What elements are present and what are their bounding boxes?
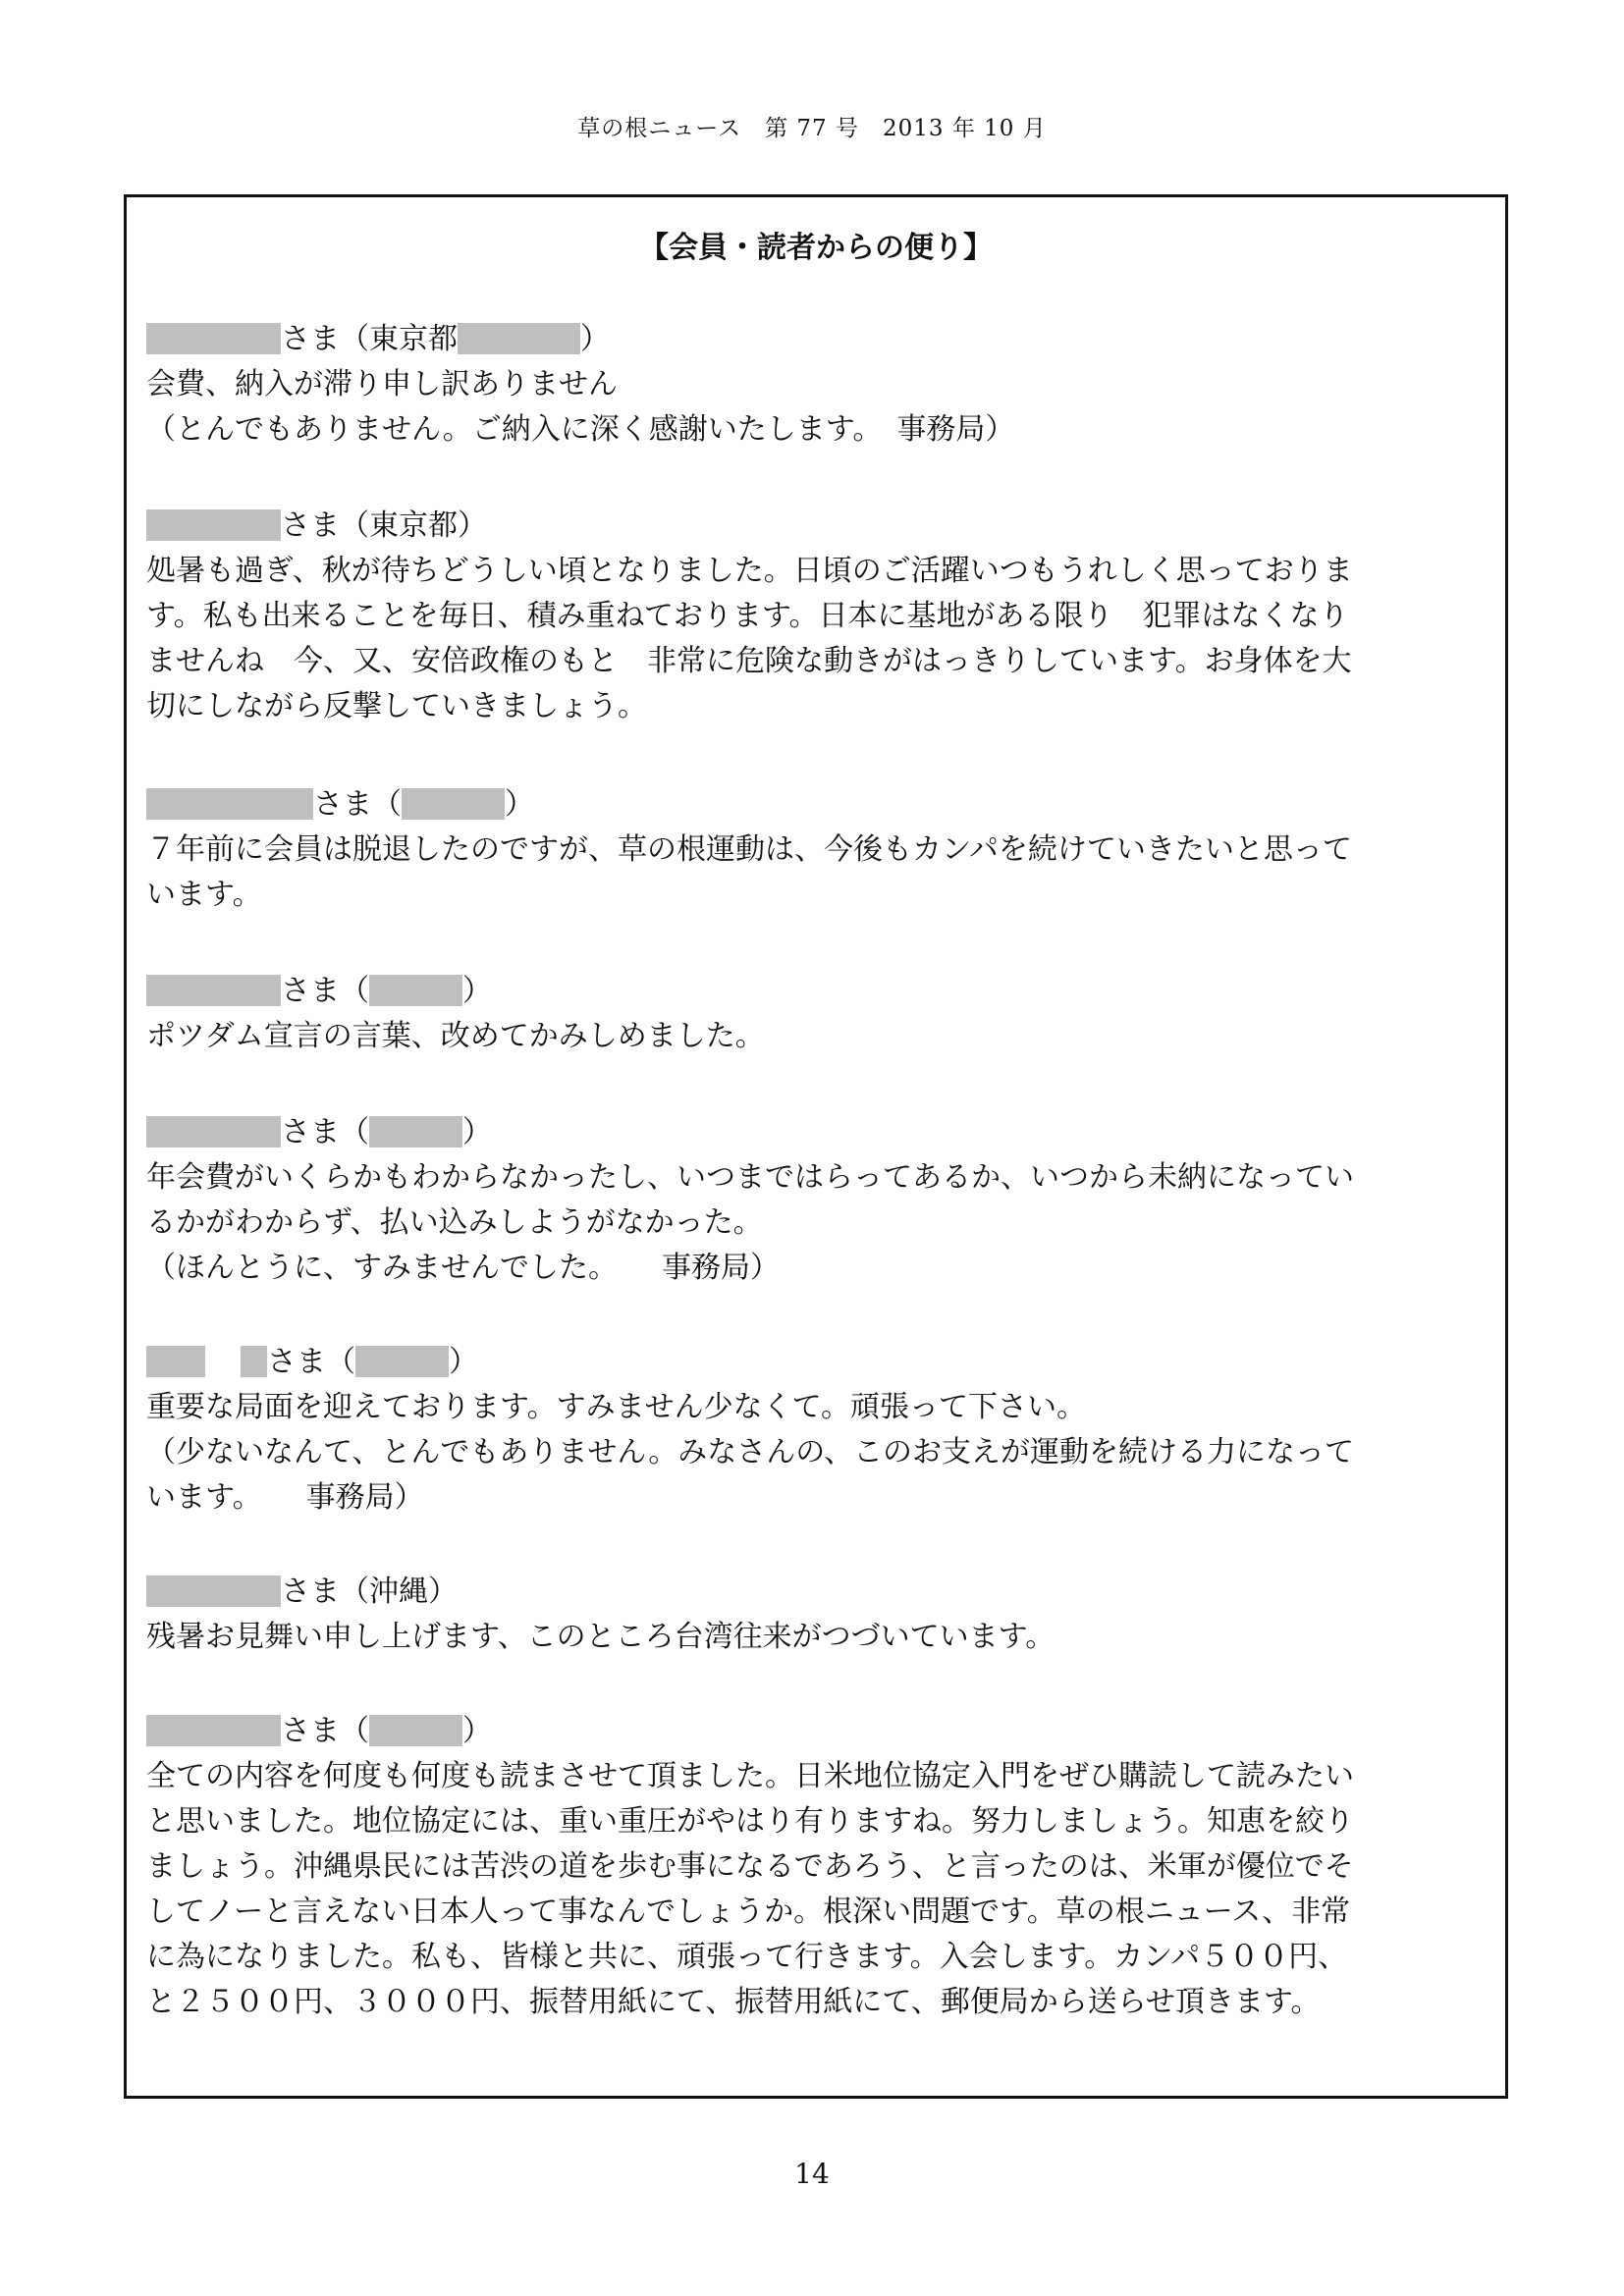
section-title: 【会員・読者からの便り】	[639, 231, 993, 265]
page-header: 草の根ニュース 第 77 号 2013 年 10 月	[577, 116, 1047, 141]
letter-7	[146, 1570, 1491, 1660]
letter-6-line-1: 重要な局面を迎えております。すみません少なくて。頑張って下さい。	[146, 1390, 1086, 1424]
honorific: さま	[281, 508, 340, 543]
place-close: ）	[580, 322, 610, 356]
letter-4-name-line	[146, 969, 1491, 1014]
letter-8-line-5: に為になりました。私も、皆様と共に、頑張って行きます。入会します。カンパ５００円、	[146, 1940, 1348, 1974]
letter-7-line-1: 残暑お見舞い申し上げます、このところ台湾往来がつづいています。	[146, 1620, 1056, 1654]
honorific: さま	[267, 1345, 326, 1379]
letter-2-line-2: す。私も出来ることを毎日、積み重ねております。日本に基地がある限り 犯罪はなくなり	[146, 599, 1349, 633]
redacted-place-block	[369, 1715, 462, 1746]
letter-1-line-1: 会費、納入が滞り申し訳ありません	[146, 367, 618, 401]
honorific: さま	[281, 1115, 340, 1149]
letter-2	[146, 504, 1491, 729]
letter-1-name-line	[146, 317, 1491, 362]
place: （東京都）	[340, 508, 487, 543]
letter-3-line-2: います。	[146, 878, 262, 912]
place-close: ）	[462, 1115, 492, 1149]
place-open: （東京都	[340, 322, 458, 356]
letter-8-line-1: 全ての内容を何度も何度も読まさせて頂ました。日米地位協定入門をぜひ購読して読みたい	[146, 1759, 1354, 1793]
redacted-place-block	[369, 1116, 462, 1148]
place-close: ）	[449, 1345, 478, 1379]
redacted-name-block	[146, 509, 281, 541]
place-open: （	[372, 787, 402, 822]
letter-6-line-2: （少ないなんて、とんでもありません。みなさんの、このお支えが運動を続ける力になって	[146, 1435, 1354, 1469]
redacted-place-block	[355, 1346, 449, 1377]
letter-6	[146, 1340, 1491, 1521]
letter-6-line-3: います。 事務局）	[146, 1480, 424, 1515]
letter-5-line-1: 年会費がいくらかもわからなかったし、いつまではらってあるか、いつから未納になってい	[146, 1160, 1354, 1195]
letter-8-name-line	[146, 1709, 1491, 1754]
redacted-place-block	[402, 788, 505, 820]
place-close: ）	[505, 787, 534, 822]
letter-3-name-line	[146, 782, 1491, 828]
redacted-name-block	[146, 1715, 281, 1746]
letter-1-line-2: （とんでもありません。ご納入に深く感謝いたします。 事務局）	[146, 412, 1015, 447]
honorific: さま	[281, 322, 340, 356]
letter-2-name-line	[146, 504, 1491, 549]
letter-7-name-line	[146, 1570, 1491, 1615]
honorific: さま	[313, 787, 372, 822]
redacted-name-block	[146, 1116, 281, 1148]
letter-2-line-4: 切にしながら反撃していきましょう。	[146, 689, 647, 723]
letter-5-line-2: るかがわからず、払い込みしようがなかった。	[146, 1205, 763, 1240]
place-open: （	[340, 1115, 369, 1149]
place-close: ）	[462, 974, 492, 1008]
honorific: さま	[281, 1575, 340, 1609]
honorific: さま	[281, 974, 340, 1008]
letter-2-line-1: 処暑も過ぎ、秋が待ちどうしい頃となりました。日頃のご活躍いつもうれしく思っておりま	[146, 554, 1353, 588]
letter-1	[146, 317, 1491, 453]
place-open: （	[340, 1714, 369, 1748]
redacted-name-block	[146, 788, 313, 820]
letter-5	[146, 1110, 1491, 1291]
redacted-name-block	[146, 1575, 281, 1607]
place: （沖縄）	[340, 1575, 458, 1609]
letter-5-line-3: （ほんとうに、すみませんでした。 事務局）	[146, 1251, 780, 1285]
redacted-name-block	[241, 1346, 267, 1377]
letter-8-line-3: ましょう。沖縄県民には苦渋の道を歩む事になるであろう、と言ったのは、米軍が優位でそ	[146, 1849, 1354, 1884]
letter-8-line-4: してノーと言えない日本人って事なんでしょうか。根深い問題です。草の根ニュース、非常	[146, 1895, 1351, 1929]
letter-3	[146, 782, 1491, 918]
letter-4	[146, 969, 1491, 1059]
letter-5-name-line	[146, 1110, 1491, 1155]
redacted-place-block	[369, 975, 462, 1006]
redacted-place-block	[458, 323, 580, 354]
place-open: （	[340, 974, 369, 1008]
place-close: ）	[462, 1714, 492, 1748]
redacted-name-block	[146, 975, 281, 1006]
letter-2-line-3: ませんね 今、又、安倍政権のもと 非常に危険な動きがはっきりしています。お身体を大	[146, 644, 1352, 678]
letter-8-line-2: と思いました。地位協定には、重い重圧がやはり有りますね。努力しましょう。知恵を絞り	[146, 1804, 1354, 1839]
redacted-name-block	[146, 1346, 205, 1377]
letter-8	[146, 1709, 1491, 2025]
honorific: さま	[281, 1714, 340, 1748]
letters-frame	[124, 194, 1508, 2099]
page-number: 14	[794, 2158, 830, 2190]
letter-6-name-line	[146, 1340, 1491, 1385]
letter-8-line-6: と２５００円、３０００円、振替用紙にて、振替用紙にて、郵便局から送らせ頂きます。	[146, 1985, 1321, 2019]
place-open: （	[326, 1345, 355, 1379]
letter-3-line-1: ７年前に会員は脱退したのですが、草の根運動は、今後もカンパを続けていきたいと思って	[146, 832, 1352, 867]
redacted-name-block	[146, 323, 281, 354]
letter-4-line-1: ポツダム宣言の言葉、改めてかみしめました。	[146, 1019, 765, 1053]
